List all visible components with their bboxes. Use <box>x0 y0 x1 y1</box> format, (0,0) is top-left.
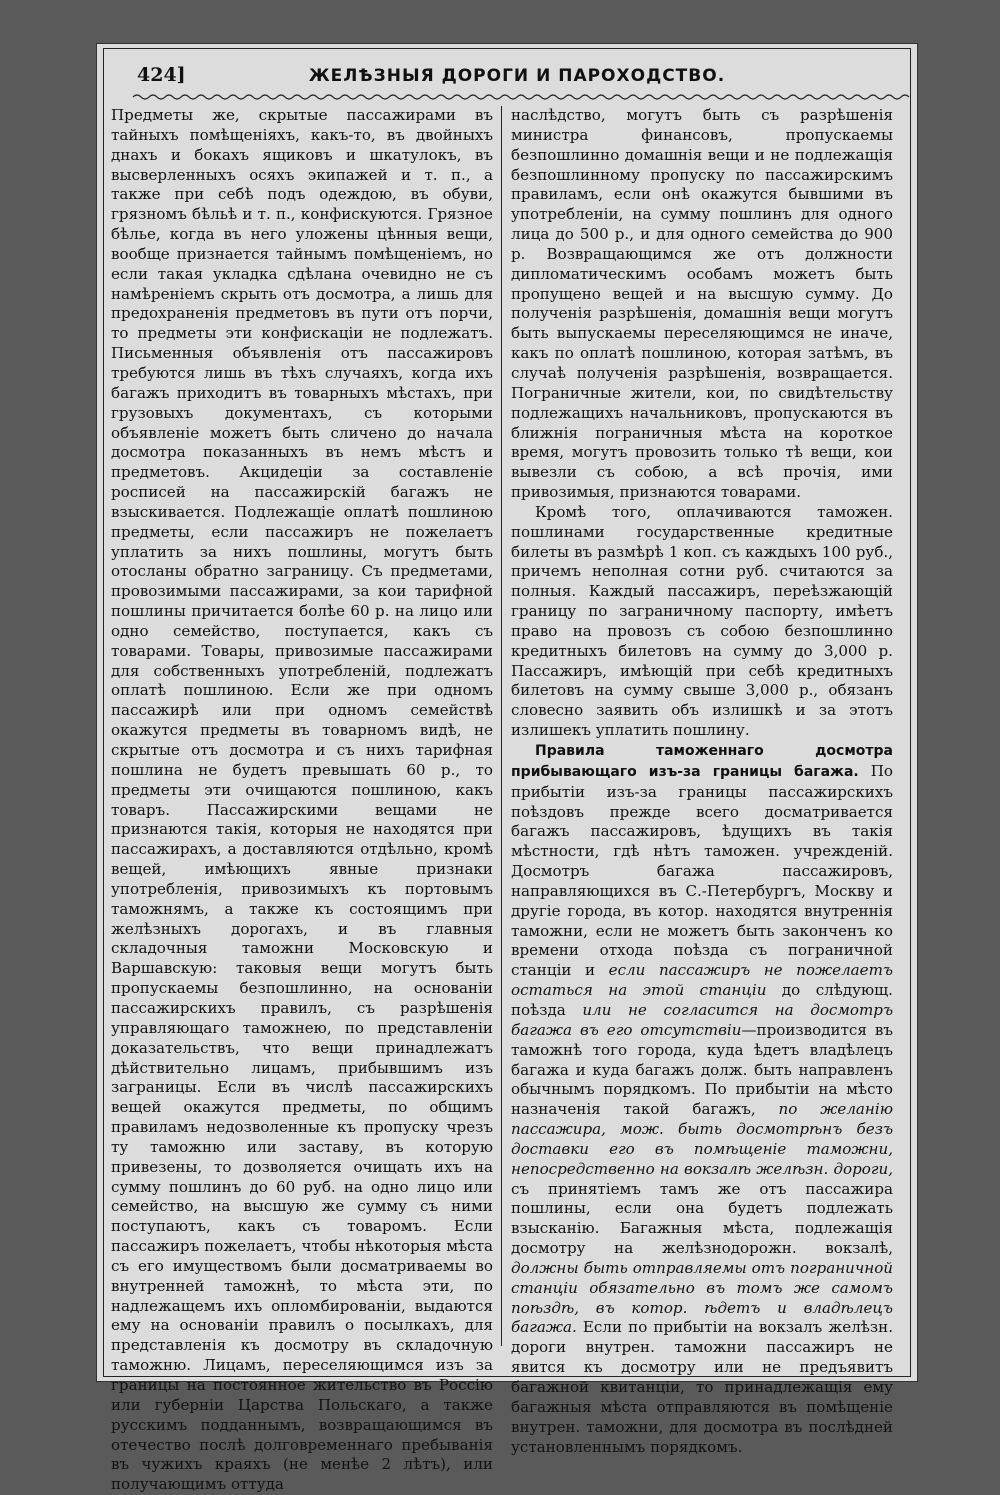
right-paragraph-3 <box>511 741 893 1457</box>
text-run: Если по прибытіи на вокзалъ желѣзн. дороги внутрен. таможни пассажиръ не явится къ досмотру или не предъявитъ багажной квитанціи, то принадлежащія ему багажныя мѣста отправляются въ помѣщеніе внутрен. таможни, для досмотра въ послѣдней установленнымъ порядкомъ. <box>511 1318 893 1456</box>
text-run: —производится въ таможнѣ того города, куда ѣдетъ владѣлецъ багажа и куда багажъ долж. быть направленъ обычнымъ порядкомъ. По прибытіи на мѣсто назначенія такой багажъ, <box>511 1020 893 1119</box>
running-title: ЖЕЛѢЗНЫЯ ДОРОГИ И ПАРОХОДСТВО. <box>308 66 726 86</box>
right-paragraph-1: наслѣдство, могутъ быть съ разрѣшенія министра финансовъ, пропускаемы безпошлинно домашнія вещи и не подлежащія безпошлинному пропуску по пассажирскимъ правиламъ, если онѣ окажутся бывшими въ употребленіи, на сумму пошлинъ для одного лица до 500 р., и для одного семейства до 900 р. Возвращающимся же отъ должности дипломатическимъ особамъ можетъ быть пропущено вещей и на высшую сумму. До полученія разрѣшенія, домашнія вещи могутъ быть выпускаемы переселяющимся не иначе, какъ по оплатѣ пошлиною, которая затѣмъ, въ случаѣ полученія разрѣшенія, возвращается. Пограничные жители, кои, по свидѣтельству подлежащихъ начальниковъ, пропускаются въ ближнія пограничныя мѣста на короткое время, могутъ провозить только тѣ вещи, кои вывезли съ собою, а всѣ прочія, ими привозимыя, признаются товарами. <box>511 106 893 502</box>
document-page <box>96 43 918 1494</box>
wavy-rule <box>133 92 903 102</box>
right-column <box>511 106 893 1456</box>
section-heading: Правила таможеннаго досмотра прибывающаго изъ-за границы багажа. <box>511 743 893 780</box>
italic-run: если пассажиръ не пожелаетъ остаться на этой станціи <box>511 961 893 1000</box>
italic-run: или не согласится на досмотръ багажа въ его отсутствіи <box>511 1000 893 1039</box>
text-run: съ принятіемъ тамъ же отъ пассажира пошлины, если она будетъ подлежать взысканію. Багажныя мѣста, подлежащія досмотру на желѣзнодорожн. вокзалѣ, <box>511 1179 893 1258</box>
italic-run: должны быть отправляемы отъ пограничной станціи обязательно въ томъ же самомъ поѣздѣ, въ котор. ѣдетъ и владѣлецъ багажа. <box>511 1258 893 1337</box>
left-paragraph: Предметы же, скрытые пассажирами въ тайныхъ помѣщеніяхъ, какъ-то, въ двойныхъ днахъ и бокахъ ящиковъ и шкатулокъ, въ высверленныхъ осяхъ экипажей и т. п., а также при себѣ подъ одеждою, въ обуви, грязномъ бѣльѣ и т. п., конфискуются. Грязное бѣлье, когда въ него уложены цѣнныя вещи, вообще признается тайнымъ помѣщеніемъ, но если такая укладка сдѣлана очевидно не съ намѣреніемъ скрыть отъ досмотра, а лишь для предохраненія предметовъ въ пути отъ порчи, то предметы эти конфискаціи не подлежатъ. Письменныя объявленія отъ пассажировъ требуются лишь въ тѣхъ случаяхъ, когда ихъ багажъ приходитъ въ товарныхъ мѣстахъ, при грузовыхъ документахъ, съ которыми объявленіе можетъ быть сличено до начала досмотра показанныхъ въ немъ мѣстъ и предметовъ. Акцидеціи за составленіе росписей на пассажирскій багажъ не взыскивается. Подлежащіе оплатѣ пошлиною предметы, если пассажиръ не пожелаетъ уплатить за нихъ пошлины, могутъ быть отосланы обратно заграницу. Съ предметами, провозимыми пассажирами, за кои тарифной пошлины причитается болѣе 60 р. на лицо или одно семейство, поступается, какъ съ товарами. Товары, привозимые пассажирами для собственныхъ употребленій, подлежатъ оплатѣ пошлиною. Если же при одномъ пассажирѣ или при одномъ семействѣ окажутся предметы въ товарномъ видѣ, не скрытые отъ досмотра и съ нихъ тарифная пошлина не будетъ превышать 60 р., то предметы эти очищаются пошлиною, какъ товаръ. Пассажирскими вещами не признаются такія, которыя не находятся при пассажирахъ, а доставляются отдѣльно, кромѣ вещей, имѣющихъ явные признаки употребленія, привозимыхъ къ портовымъ таможнямъ, а также къ состоящимъ при желѣзныхъ дорогахъ, и въ главныя складочныя таможни Московскую и Варшавскую: таковыя вещи могутъ быть пропускаемы безпошлинно, на основаніи пассажирскихъ правилъ, съ разрѣшенія управляющаго таможнею, по представленіи доказательствъ, что вещи принадлежатъ дѣйствительно лицамъ, прибывшимъ изъ заграницы. Если въ числѣ пассажирскихъ вещей окажутся предметы, по общимъ правиламъ недозволенные къ пропуску чрезъ ту таможню или заставу, въ которую привезены, то дозволяется очищать ихъ на сумму пошлинъ до 60 руб. на одно лицо или семейство, на высшую же сумму съ ними поступаютъ, какъ съ товаромъ. Если пассажиръ пожелаетъ, чтобы нѣкоторыя мѣста съ его имуществомъ были досматриваемы во внутренней таможнѣ, то мѣста эти, по надлежащемъ ихъ опломбированіи, выдаются ему на основаніи правилъ о посылкахъ, для представленія къ досмотру въ складочную таможню. Лицамъ, переселяющимся изъ за границы на постоянное жительство въ Россію или губерніи Царства Польскаго, а также русскимъ подданнымъ, возвращающимся въ отечество послѣ долговременнаго пребыванія въ чужихъ краяхъ (не менѣе 2 лѣтъ), или получающимъ оттуда <box>111 106 493 1494</box>
text-run: По прибытіи изъ-за границы пассажирскихъ поѣздовъ прежде всего досматривается багажъ пассажировъ, ѣдущихъ въ такія мѣстности, гдѣ нѣтъ таможен. учрежденій. Досмотръ багажа пассажировъ, направляющихся въ С.-Петербургъ, Москву и другіе города, въ котор. находятся внутреннія таможни, если не можетъ быть законченъ ко времени отхода поѣзда съ пограничной станціи и <box>511 761 893 980</box>
text-run: до слѣдующ. поѣзда <box>511 981 893 1019</box>
column-divider <box>501 106 502 1346</box>
page-number: 424] <box>137 64 186 86</box>
italic-run: по желанію пассажира, мож. быть досмотрѣнъ безъ доставки его въ помѣщеніе таможни, непосредственно на вокзалѣ желѣзн. дороги, <box>511 1100 893 1178</box>
left-column <box>111 106 493 1494</box>
right-paragraph-2: Кромѣ того, оплачиваются таможен. пошлинами государственные кредитные билеты въ размѣрѣ 1 коп. съ каждыхъ 100 руб., причемъ неполная сотни руб. считаются за полныя. Каждый пассажиръ, переѣзжающій границу по заграничному паспорту, имѣетъ право на провозъ съ собою безпошлинно кредитныхъ билетовъ на сумму до 3,000 р. Пассажиръ, имѣющій при себѣ кредитныхъ билетовъ на сумму свыше 3,000 р., обязанъ словесно заявить объ излишкѣ и за этотъ излишекъ уплатить пошлину. <box>511 502 893 740</box>
